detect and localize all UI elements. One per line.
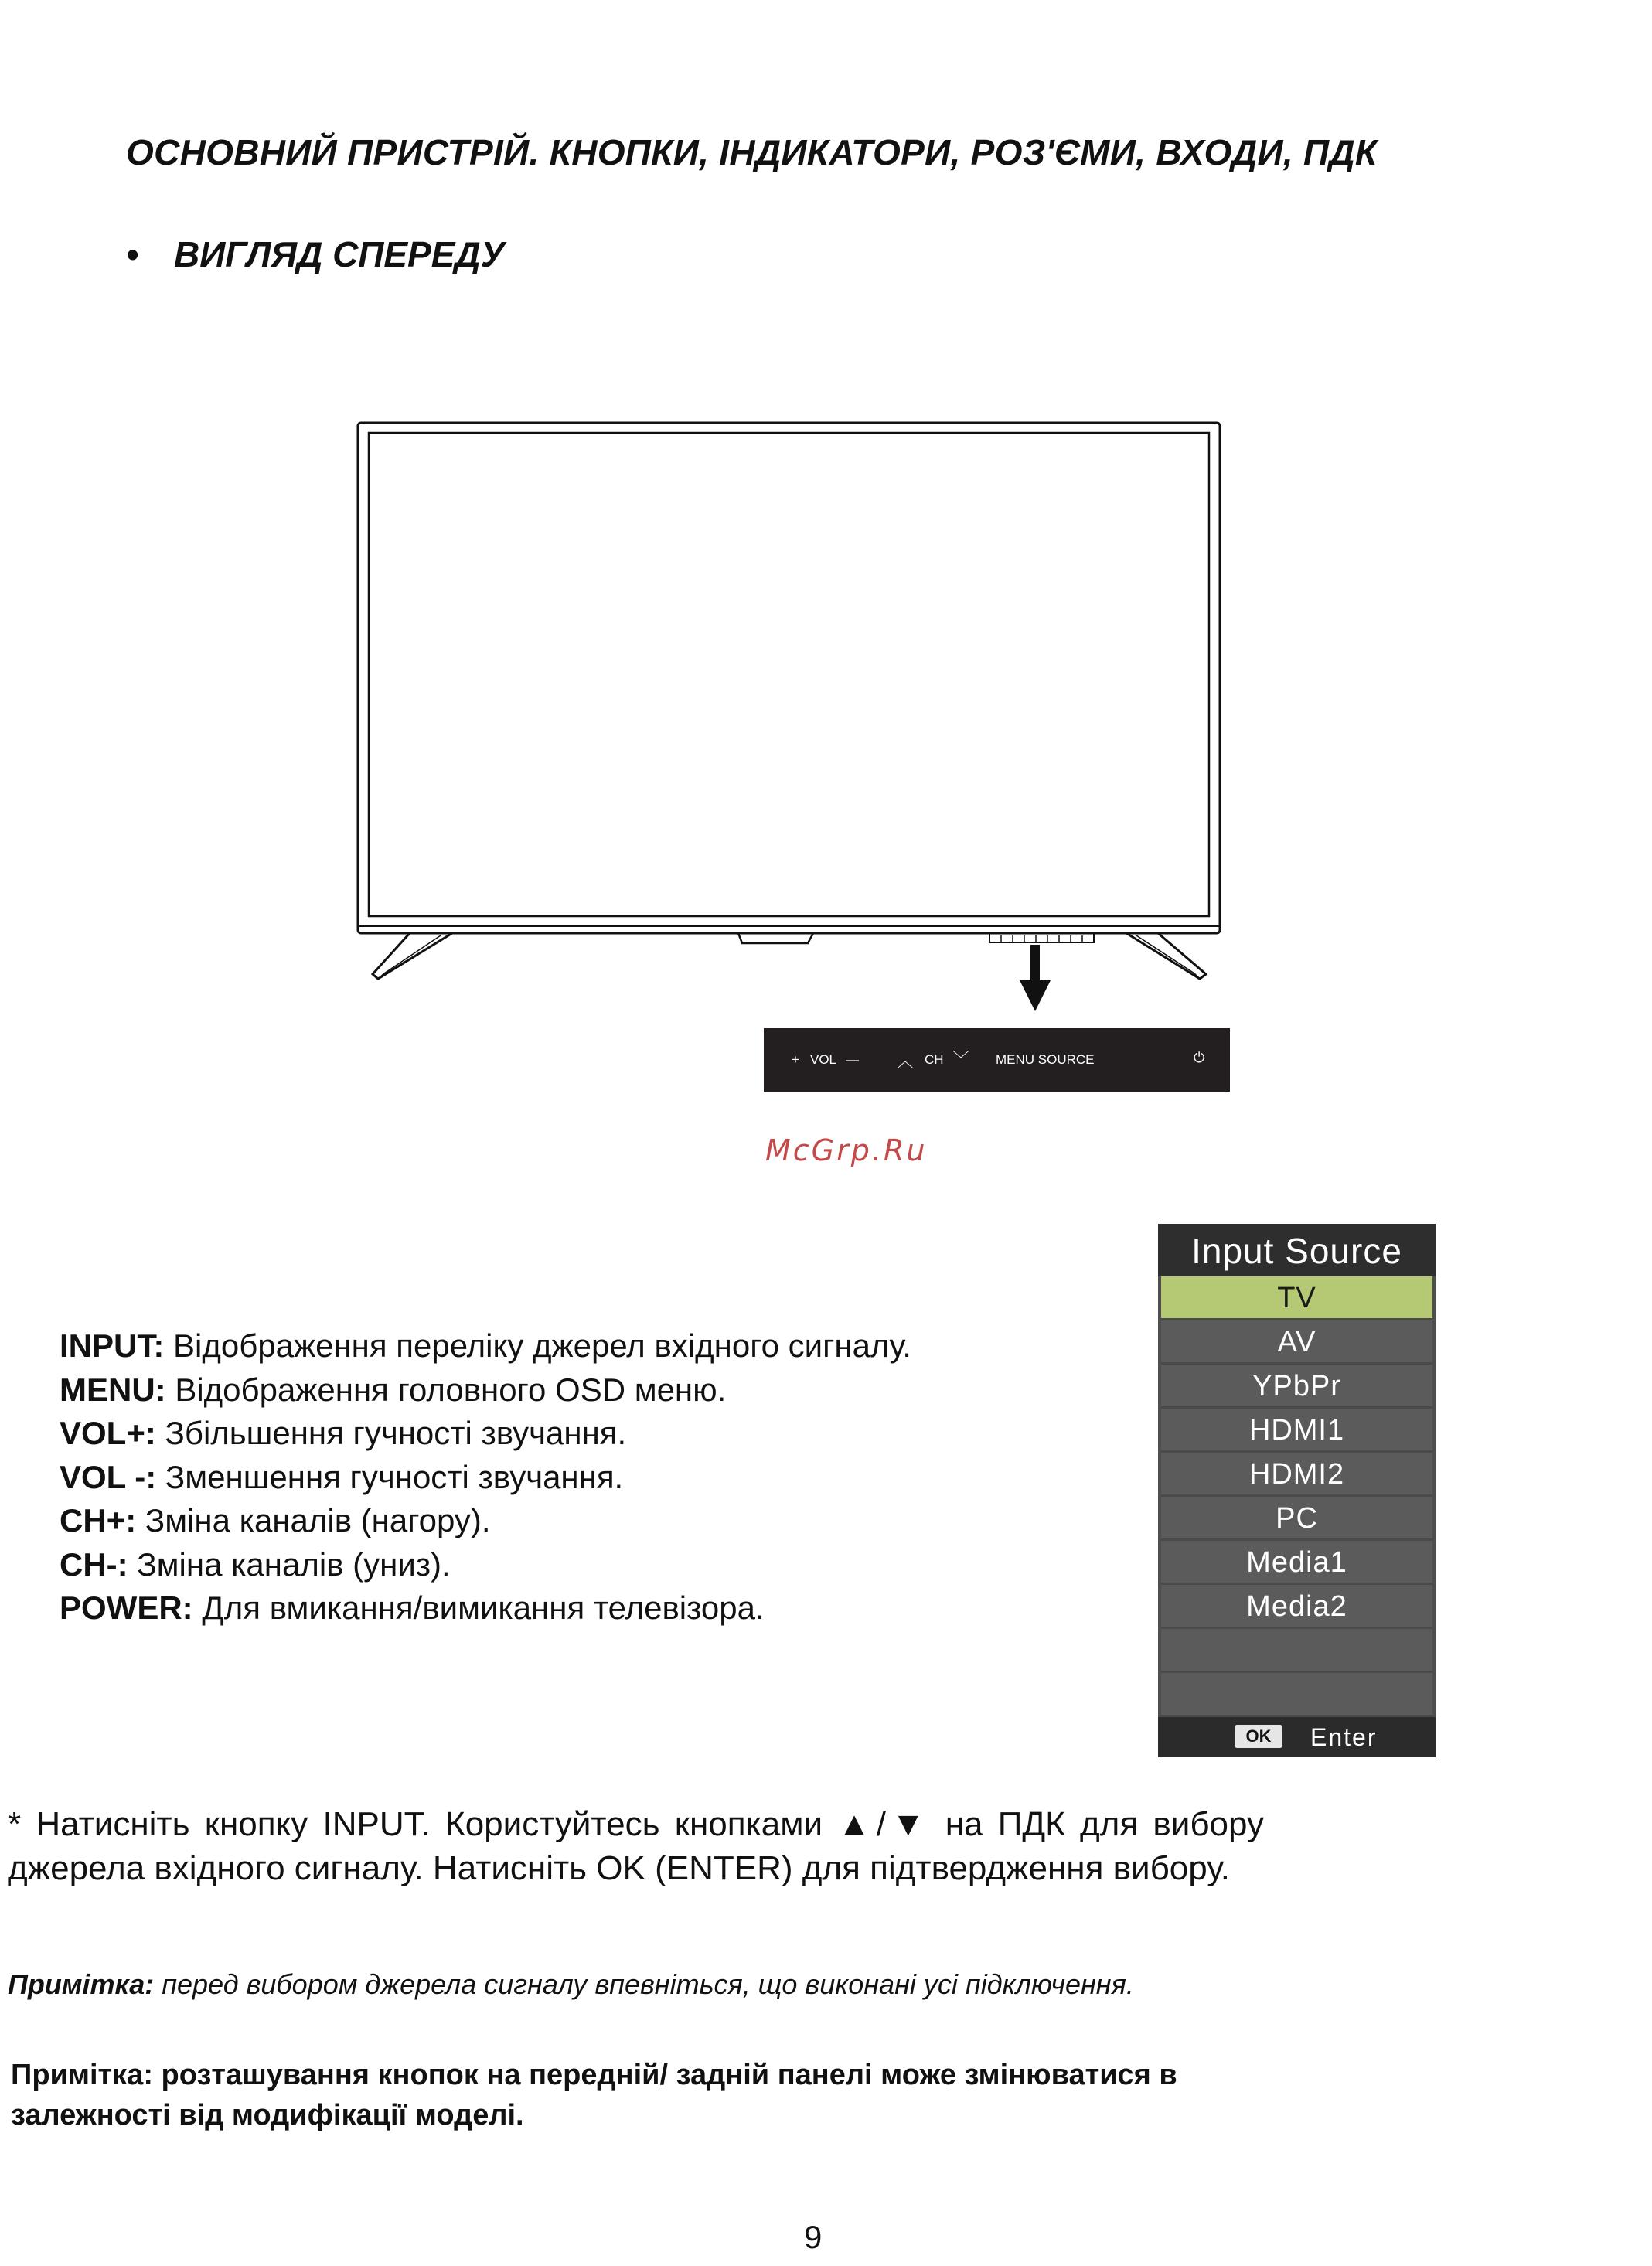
- desc-key: VOL+:: [60, 1415, 156, 1451]
- source-item-empty: [1161, 1629, 1432, 1673]
- control-panel: [764, 1028, 1230, 1092]
- desc-text: Для вмикання/вимикання телевізора.: [192, 1590, 765, 1626]
- source-item-av[interactable]: AV: [1161, 1320, 1432, 1365]
- vol-minus-label: —: [846, 1052, 859, 1067]
- desc-key: POWER:: [60, 1590, 193, 1626]
- ch-label: CH: [925, 1052, 944, 1067]
- desc-key: CH-:: [60, 1545, 128, 1583]
- desc-text: Зміна каналів (нагору).: [136, 1502, 491, 1538]
- chevron-up-icon: ︿: [897, 1051, 915, 1071]
- source-item-pc[interactable]: PC: [1161, 1497, 1432, 1541]
- desc-text: Зміна каналів (униз).: [128, 1545, 451, 1583]
- menu-source-label: MENU SOURCE: [996, 1052, 1095, 1067]
- tv-front-illustration: [356, 410, 1229, 1013]
- source-item-media2[interactable]: Media2: [1161, 1585, 1432, 1629]
- vol-plus-label: +: [792, 1052, 799, 1067]
- desc-text: Зменшення гучності звучання.: [156, 1458, 624, 1495]
- source-item-hdmi2[interactable]: HDMI2: [1161, 1453, 1432, 1497]
- chevron-down-icon: ﹀: [952, 1050, 970, 1069]
- button-descriptions: [60, 1324, 911, 1630]
- note-button-layout: Примітка: розташування кнопок на передній/ задній панелі може змінюватися в залежності від модифікації моделі.: [11, 2059, 1177, 2131]
- tv-logo-tab: [738, 933, 813, 943]
- watermark: McGrp.Ru: [765, 1133, 928, 1167]
- tv-bezel: [358, 423, 1220, 933]
- source-item-hdmi1[interactable]: HDMI1: [1161, 1409, 1432, 1453]
- vol-label: VOL: [810, 1052, 837, 1067]
- desc-text: Збільшення гучності звучання.: [155, 1415, 627, 1451]
- note-text: перед вибором джерела сигналу впевніться, що виконані усі підключення.: [154, 1968, 1134, 2000]
- desc-text: Відображення переліку джерел вхідного сигналу.: [164, 1327, 911, 1364]
- desc-row-vol-minus: [60, 1456, 911, 1500]
- input-source-menu: [1158, 1224, 1436, 1757]
- tv-button-strip: [989, 933, 1094, 942]
- desc-row-vol-plus: [60, 1412, 911, 1456]
- desc-row-ch-plus: [60, 1499, 911, 1543]
- desc-key: MENU:: [60, 1371, 166, 1408]
- osd-footer: [1158, 1717, 1436, 1757]
- desc-text: Відображення головного OSD меню.: [165, 1371, 727, 1408]
- desc-key: CH+:: [60, 1502, 137, 1538]
- desc-key: VOL -:: [60, 1458, 157, 1495]
- page-title: ОСНОВНИЙ ПРИСТРІЙ. КНОПКИ, ІНДИКАТОРИ, РОЗ'ЄМИ, ВХОДИ, ПДК: [126, 132, 1378, 172]
- desc-row-power: [60, 1586, 911, 1630]
- source-item-tv[interactable]: TV: [1161, 1276, 1432, 1320]
- tv-stand-left: [373, 933, 452, 979]
- section-heading: [126, 233, 505, 275]
- desc-row-input: [60, 1324, 911, 1368]
- bullet: •: [126, 234, 139, 274]
- power-icon: ⏻: [1194, 1050, 1205, 1065]
- source-item-empty: [1161, 1673, 1432, 1717]
- desc-row-ch-minus: [60, 1543, 911, 1587]
- section-title: ВИГЛЯД СПЕРЕДУ: [174, 234, 505, 274]
- down-arrow-icon: [1020, 945, 1051, 1011]
- desc-row-menu: [60, 1368, 911, 1412]
- instructions-paragraph: * Натисніть кнопку INPUT. Користуйтесь кнопками ▲/▼ на ПДК для вибору джерела вхідного сигналу. Натисніть OK (ENTER) для підтвердження вибору.: [8, 1805, 1264, 1887]
- desc-key: INPUT:: [60, 1327, 165, 1364]
- enter-label: Enter: [1310, 1723, 1378, 1751]
- note-connections: [8, 1968, 1134, 2001]
- input-source-title: Input Source: [1158, 1224, 1436, 1276]
- note-label: Примітка:: [8, 1968, 155, 2000]
- tv-screen: [369, 433, 1209, 916]
- source-item-ypbpr[interactable]: YPbPr: [1161, 1365, 1432, 1409]
- ok-badge[interactable]: OK: [1235, 1725, 1282, 1748]
- page-number: 9: [804, 2219, 823, 2255]
- tv-stand-right: [1126, 933, 1206, 979]
- source-item-media1[interactable]: Media1: [1161, 1541, 1432, 1585]
